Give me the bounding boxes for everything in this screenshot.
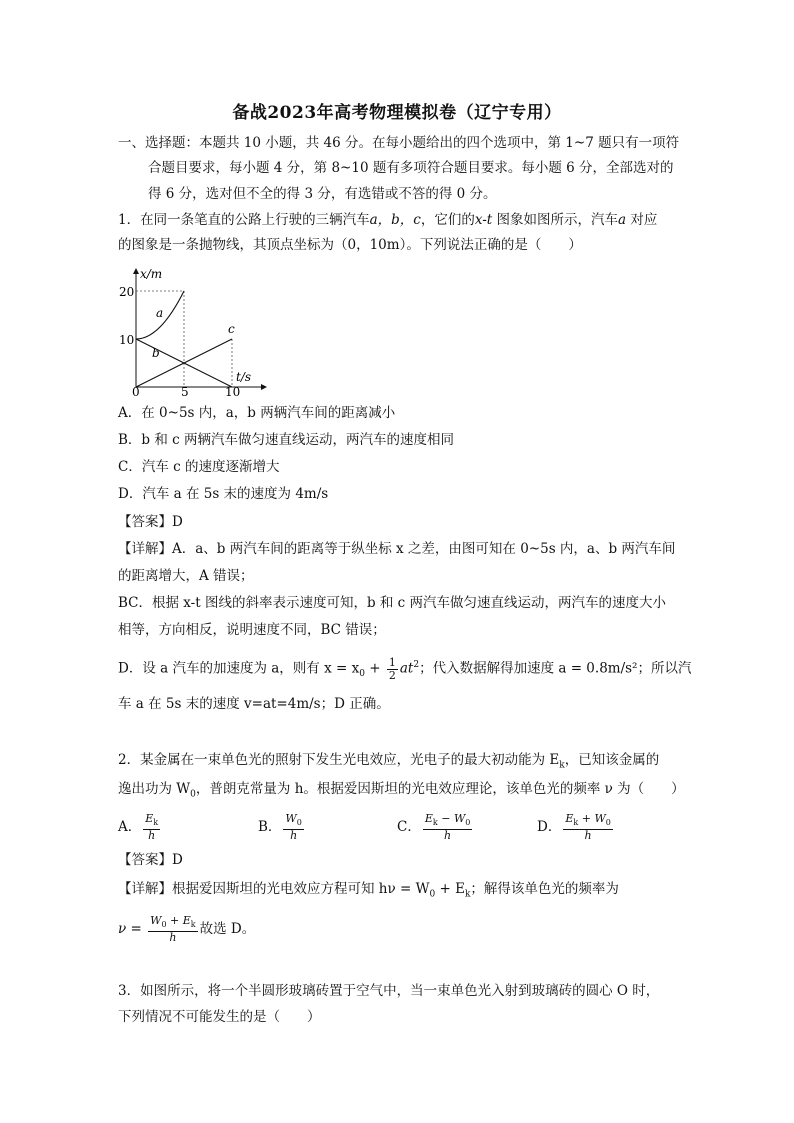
q1-explanation-line-1: 【详解】A．a、b 两汽车间的距离等于纵坐标 x 之差，由图可知在 0~5s 内，a、b 两汽车间: [118, 541, 676, 557]
q2-stem-line-2: 逸出功为 $W_0$，普朗克常量为 h。根据爱因斯坦的光电效应理论，该单色光的频率 ν 为（ ）: [118, 781, 685, 800]
tick-x0: 0: [132, 385, 140, 397]
section-instructions-line-1: 一、选择题：本题共 10 小题，共 46 分。在每小题给出的四个选项中，第 1~7 题只有一项符: [118, 135, 680, 151]
section-instructions-line-2: 合题目要求，每小题 4 分，第 8~10 题有多项符合题目要求。每小题 6 分，全部选对的: [148, 160, 674, 176]
q1-explanation-line-5: D．设 a 汽车的加速度为 a，则有 $x = x_0$ + $\frac{1}{2}$ $at^2$；代入数据解得加速度 a = 0.8m/s²；所以汽: [118, 655, 692, 682]
q2-exp-text-3: ；解得该单色光的频率为: [470, 881, 619, 897]
q1-explanation-line-6: 车 a 在 5s 末的速度 v=at=4m/s；D 正确。: [118, 696, 390, 712]
q2-option-b: B． $\frac{W_0}{h}$: [258, 812, 302, 843]
q2-nu-fraction: $\frac{W_0 + E_k}{h}$: [150, 914, 196, 945]
q1-stem-line-1: [118, 211, 657, 229]
q3-stem-line-1: 3．如图所示，将一个半圆形玻璃砖置于空气中，当一束单色光入射到玻璃砖的圆心 O 时，: [118, 983, 660, 999]
graph-x-label: t/s: [236, 370, 252, 384]
label-a: a: [156, 306, 164, 320]
q2-option-a-label: A．: [118, 819, 142, 836]
q1-answer: 【答案】D: [118, 514, 183, 530]
q1-explanation-line-4: 相等，方向相反，说明速度不同，BC 错误；: [118, 622, 386, 638]
q1-option-d: D．汽车 a 在 5s 末的速度为 4m/s: [118, 486, 329, 502]
q1-stem-text: 1．在同一条笔直的公路上行驶的三辆汽车: [118, 212, 370, 228]
tick-y10: 10: [119, 333, 135, 347]
q1-stem-text-2: ，它们的: [420, 212, 475, 228]
q1-option-c: C．汽车 c 的速度逐渐增大: [118, 459, 280, 475]
q2-exp-text: 【详解】根据爱因斯坦的光电效应方程可知 hν = W: [118, 881, 430, 897]
tick-x10: 10: [225, 385, 241, 397]
q2-answer: 【答案】D: [118, 852, 183, 868]
q2-option-a: A． $\frac{E_k}{h}$: [118, 812, 159, 843]
q1-xt: x-t: [474, 212, 493, 228]
q2-explanation-line-2: ν = $\frac{W_0 + E_k}{h}$ 故选 D。: [118, 914, 256, 945]
q1-stem-line-2: 的图象是一条抛物线，其顶点坐标为（0，10m）。下列说法正确的是（ ）: [118, 237, 582, 253]
q2-stem-text-3: 逸出功为 W: [118, 781, 191, 797]
q2-exp-text-2: + E: [435, 881, 465, 897]
label-c: c: [228, 322, 235, 336]
q1-explanation-line-3: BC．根据 x-t 图线的斜率表示速度可知，b 和 c 两汽车做匀速直线运动，两汽车的速度大小: [118, 595, 667, 611]
section-instructions-line-3: 得 6 分，选对但不全的得 3 分，有选错或不答的得 0 分。: [148, 186, 497, 202]
q1-exp5-text: D．设 a 汽车的加速度为 a，则有 x = x: [118, 660, 360, 677]
q2-stem-text-2: ，已知该金属的: [564, 752, 660, 768]
page-title: 备战2023年高考物理模拟卷（辽宁专用）: [232, 103, 562, 123]
label-b: b: [152, 346, 160, 360]
q2-stem-text-4: ，普朗克常量为 h。根据爱因斯坦的光电效应理论，该单色光的频率 ν 为（ ）: [195, 781, 685, 797]
q1-explanation-line-2: 的距离增大，A 错误；: [118, 568, 254, 584]
q1-exp5-text-2: ；代入数据解得加速度 a = 0.8m/s²；所以汽: [419, 660, 692, 677]
tick-y20: 20: [119, 285, 135, 299]
q1-half-fraction: $\frac{1}{2}$: [388, 655, 396, 682]
q1-stem-text-3: 图象如图所示，汽车: [492, 212, 619, 228]
q1-var-a: a: [618, 212, 627, 228]
q1-option-a: A．在 0~5s 内，a，b 两辆汽车间的距离减小: [118, 405, 396, 421]
q2-option-c-label: C．: [397, 819, 421, 836]
q2-option-d: D． $\frac{E_k + W_0}{h}$: [537, 812, 611, 843]
q1-stem-text-4: 对应: [626, 212, 658, 228]
q1-xt-graph: [112, 265, 272, 397]
q2-stem-line-1: 2．某金属在一束单色光的照射下发生光电效应，光电子的最大初动能为 $E_k$，已知该金属的: [118, 752, 660, 771]
graph-y-label: x/m: [140, 267, 163, 281]
tick-x5: 5: [181, 385, 189, 397]
q1-option-b: B．b 和 c 两辆汽车做匀速直线运动，两汽车的速度相同: [118, 432, 454, 448]
q2-option-d-label: D．: [537, 819, 562, 836]
q2-stem-text: 2．某金属在一束单色光的照射下发生光电效应，光电子的最大初动能为 E: [118, 752, 560, 768]
q1-vars: a，b，c: [369, 212, 421, 228]
q2-option-c: C． $\frac{E_k - W_0}{h}$: [397, 812, 471, 843]
q2-exp-text-4: 故选 D。: [199, 921, 256, 938]
q3-stem-line-2: 下列情况不可能发生的是（ ）: [118, 1009, 321, 1025]
q2-explanation-line-1: 【详解】根据爱因斯坦的光电效应方程可知 $h\nu = W_0 + E_k$；解得该单色光的频率为: [118, 881, 619, 900]
q2-option-b-label: B．: [258, 819, 282, 836]
